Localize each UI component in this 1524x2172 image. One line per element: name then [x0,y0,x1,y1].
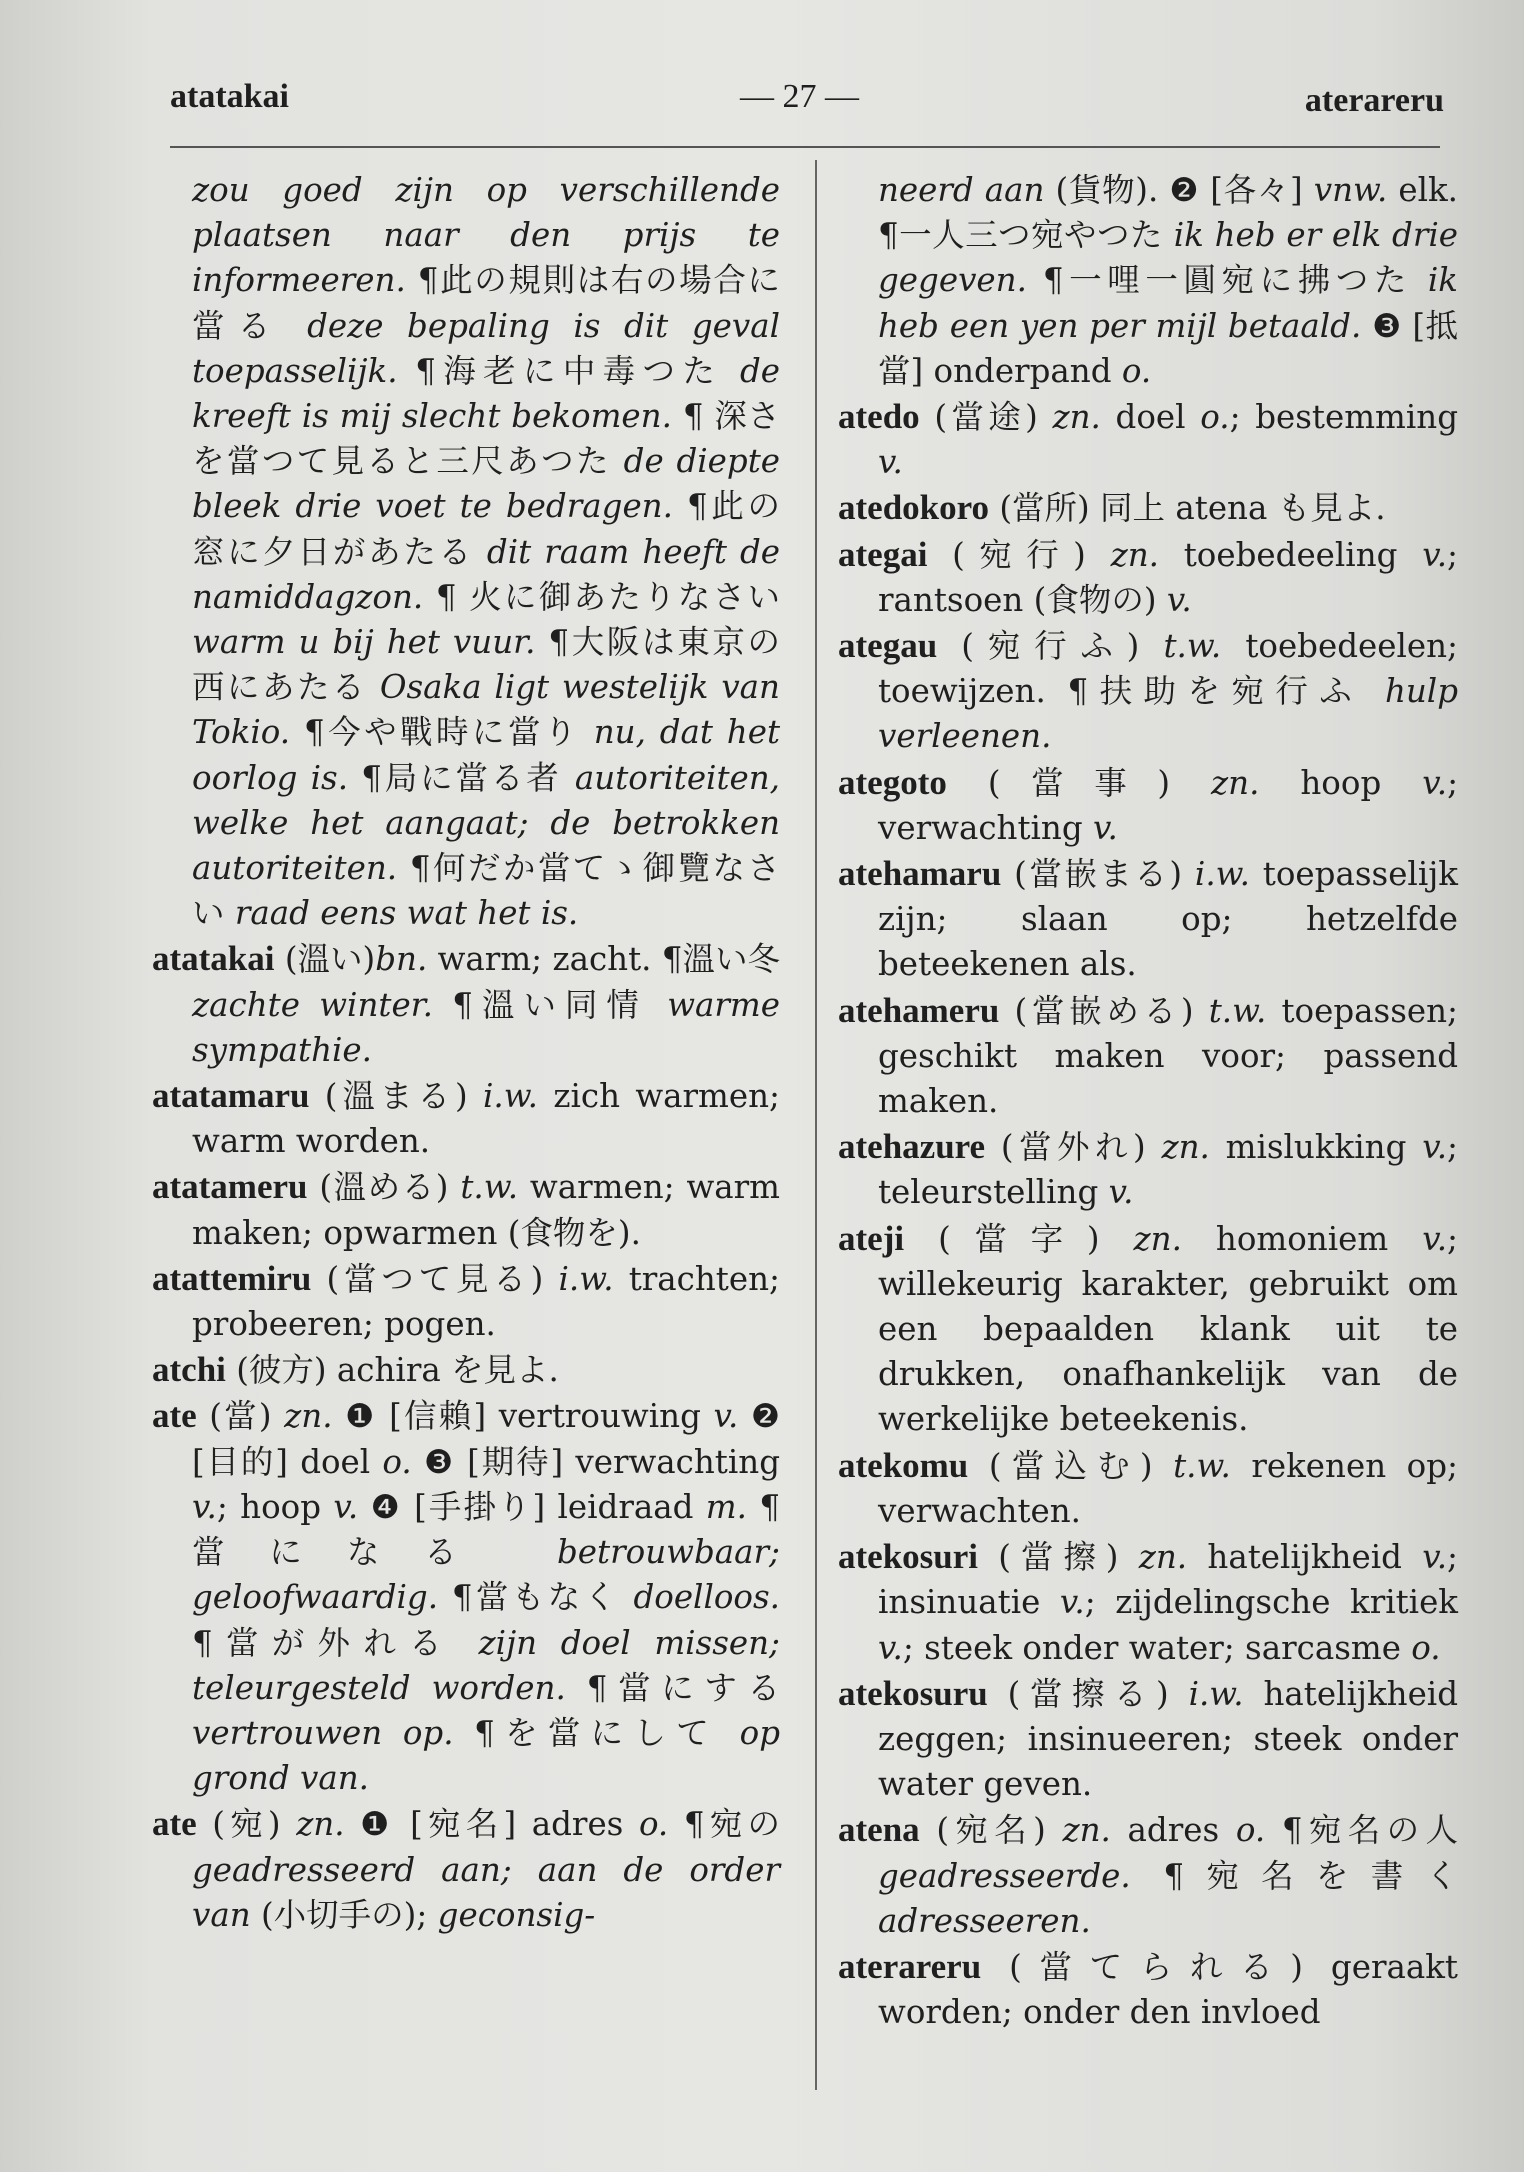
definition-italic: de diepte bleek drie voet te bedragen. [192,442,780,526]
entry-text: ¶局に當る者 [348,758,575,797]
entry-text: (當) [196,1397,285,1436]
entry-text: homoniem [1181,1219,1423,1258]
definition-italic: zou goed zijn op verschillende plaatsen naar den prijs te informeeren. [192,171,780,300]
definition-italic: warm u bij het vuur. [192,623,536,662]
headword: atena [838,1810,920,1850]
entry-text: ¶當になる [192,1487,780,1572]
entry-text: (小切手の); [250,1895,438,1934]
entry-text: ¶此の窓に夕日があたる [192,487,780,571]
entry-text: (宛行) [927,535,1111,574]
entry-text: ; rantsoen (食物の) [878,535,1458,619]
entry-text: (當外れ) [985,1128,1162,1167]
header-rule [170,146,1440,148]
dictionary-entry [838,760,1458,851]
definition-italic: o. [638,1805,669,1844]
continued-entry [838,168,1458,394]
definition-italic: m. [705,1487,747,1526]
entry-text: doel [1100,398,1201,437]
headword: ate [152,1396,197,1436]
definition-italic: zn. [1211,763,1260,802]
dictionary-entry [838,1534,1458,1671]
headword: ategai [838,534,928,574]
dictionary-entry [152,936,780,1073]
entry-text: (當つて見る) [311,1259,559,1298]
entry-text: (溫まる) [309,1077,483,1116]
entry-text: hoop [1259,763,1423,802]
dictionary-entry [838,1216,1458,1443]
entry-text: ❸ [抵當] onderpand [878,306,1458,390]
entry-text: mislukking [1209,1128,1423,1167]
entry-text: zich warmen; warm worden. [192,1077,780,1161]
dictionary-entry [838,623,1458,760]
headword: ategau [838,626,938,666]
definition-italic: zn. [1052,398,1101,437]
entry-text: ❷ [目的] doel [192,1397,780,1481]
definition-italic: i.w. [482,1077,539,1116]
definition-italic: ik heb er elk drie gegeven. [878,216,1458,300]
dictionary-entry [838,988,1458,1125]
entry-text: ¶當が外れる [192,1623,479,1662]
left-column [152,168,780,1938]
dictionary-entry [838,851,1458,988]
entry-text: (當嵌める) [999,991,1209,1030]
headword: atchi [152,1350,226,1390]
headword: ateji [838,1218,905,1258]
definition-italic: deze bepaling is dit geval toepasselijk. [192,306,780,390]
headword: atedokoro [838,488,990,528]
entry-text: ¶ 深さを當つて見ると三尺あつた [192,397,780,481]
definition-italic: zn. [1133,1219,1182,1258]
definition-italic: v. [1422,1128,1448,1167]
entry-text: ❶ [宛名] adres [344,1805,639,1844]
definition-italic: o. [1200,398,1230,437]
definition-italic: de kreeft is mij slecht bekomen. [192,351,780,436]
dictionary-entry [152,1256,780,1347]
entry-text: ¶海老に中毒つた [397,351,740,390]
headword: atekomu [838,1445,969,1485]
definition-italic: autoriteiten, welke het aangaat; de betrokken autoriteiten. [192,758,780,888]
entry-text: ¶何だか當てゝ御覽なさい [192,849,780,933]
definition-italic: betrouwbaar; geloofwaardig. [192,1533,780,1617]
dictionary-entry [152,1393,780,1801]
definition-italic: bn. [375,940,428,979]
definition-italic: op grond van. [192,1713,780,1798]
continued-entry [152,168,780,936]
entry-text: ¶此の規則は右の場合に當る [192,261,780,345]
definition-italic: t.w. [1163,627,1222,666]
dictionary-entry [838,532,1458,623]
definition-italic: ik heb een yen per mijl betaald. [878,261,1458,345]
dictionary-entry [152,1347,780,1393]
entry-text: elk. ¶一人三つ宛やつた [878,171,1458,255]
definition-italic: v. [878,443,903,482]
entry-text: (當嵌まる) [1001,855,1195,894]
entry-text: ¶當もなく [438,1578,634,1617]
entry-text: (彼方) achira を見よ. [225,1351,559,1390]
entry-text: warmen; warm maken; opwarmen (食物を). [192,1168,781,1252]
headword: atatameru [152,1167,308,1207]
definition-italic: v. [713,1397,739,1436]
headword: ategoto [838,762,947,802]
definition-italic: v. [1422,1219,1448,1258]
definition-italic: v. [1422,1538,1448,1577]
entry-text: (當擦る) [987,1674,1189,1713]
entry-text: ; verwachting [878,763,1459,847]
definition-italic: geadresseerde. [878,1856,1131,1895]
column-divider [815,160,817,2090]
entry-text: trachten; probeeren; pogen. [192,1259,780,1344]
entry-text: toepassen; geschikt maken voor; passend maken. [878,991,1458,1121]
definition-italic: raad eens wat het is. [234,894,579,933]
definition-italic: v. [1422,535,1448,574]
definition-italic: neerd aan [878,171,1045,209]
entry-text: (當所) 同上 atena も見よ. [989,489,1386,528]
definition-italic: geadresseerd aan; aan de order van [192,1850,780,1934]
definition-italic: t.w. [460,1168,519,1207]
definition-italic: zachte winter. [192,985,433,1024]
definition-italic: o. [1121,351,1152,390]
entry-text: (貨物). ❷ [各々] [1044,171,1314,209]
definition-italic: warme sympathie. [192,985,780,1069]
entry-text: (當擦) [978,1538,1139,1577]
page-number: — 27 — [740,78,859,115]
dictionary-entry [838,485,1458,531]
headword: atekosuri [838,1537,978,1577]
entry-text: ; insinuatie [878,1538,1458,1622]
entry-text: ¶を當にして [453,1713,740,1752]
entry-text: toebedeeling [1158,535,1423,574]
definition-italic: v. [1166,580,1192,619]
headword: atedo [838,397,920,437]
headword: atehazure [838,1127,986,1167]
definition-italic: t.w. [1173,1446,1231,1485]
entry-text: (宛名) [919,1811,1063,1850]
definition-italic: zn. [1110,535,1159,574]
headword: atattemiru [152,1258,312,1298]
entry-text: ¶宛名を書く [1130,1856,1458,1895]
entry-text: toebedeelen; toewijzen. ¶扶助を宛行ふ [878,627,1458,711]
entry-text: toepasselijk zijn; slaan op; hetzelfde beteekenen als. [878,855,1458,984]
definition-italic: geconsig- [437,1895,596,1934]
entry-text: ❹ [手掛り] leidraad [358,1487,706,1526]
entry-text: warm; zacht. ¶溫い冬 [427,940,780,979]
definition-italic: zn. [1138,1538,1188,1577]
entry-text: ; teleurstelling [878,1128,1458,1212]
dictionary-entry [152,1073,780,1164]
definition-italic: zn. [296,1805,345,1844]
entry-text: ¶大阪は東京の西にあたる [192,623,780,707]
definition-italic: dit raam heeft de namiddagzon. [192,532,780,616]
entry-text: ; willekeurig karakter, gebruikt om een bepaalden klank uit te drukken, onafhankelijk van de werkelijke beteekenis. [878,1219,1458,1439]
definition-italic: o. [1235,1811,1266,1850]
entry-text: (溫める) [307,1168,461,1207]
header-right-guideword: aterareru [1304,82,1444,119]
entry-text: ¶宛名の人 [1265,1811,1458,1850]
header-left-guideword: atatakai [170,78,289,115]
definition-italic: i.w. [558,1259,614,1298]
definition-italic: v. [1059,1583,1085,1622]
entry-text: (當途) [919,398,1053,437]
entry-text: ¶當にする [565,1668,780,1707]
entry-text: hatelijkheid zeggen; insinueeren; steek onder water geven. [878,1674,1458,1804]
definition-italic: v. [1092,808,1118,847]
definition-italic: zn. [284,1397,333,1436]
definition-italic: vnw. [1313,171,1388,209]
dictionary-entry [838,1807,1458,1944]
definition-italic: adresseeren. [878,1901,1091,1940]
definition-italic: doelloos. [633,1578,780,1617]
definition-italic: i.w. [1194,855,1250,894]
entry-text: ¶宛の [668,1805,780,1844]
entry-text: ; bestemming [1229,398,1458,437]
entry-text: (宛) [196,1805,297,1844]
entry-text: (宛行ふ) [937,627,1164,666]
dictionary-entry [838,1124,1458,1215]
definition-italic: v. [1422,763,1448,802]
headword: ate [152,1804,197,1844]
entry-text: ; hoop [216,1487,334,1526]
definition-italic: vertrouwen op. [192,1713,454,1752]
entry-text: ❸ [期待] verwachting [411,1442,780,1481]
definition-italic: zijn doel missen; teleurgesteld worden. [192,1623,780,1707]
dictionary-entry [838,394,1458,485]
definition-italic: v. [1108,1173,1134,1212]
entry-text: ❶ [信賴] vertrouwing [332,1397,714,1436]
entry-text: (當込む) [968,1446,1174,1485]
definition-italic: v. [878,1628,903,1667]
entry-text: ¶一哩一圓宛に拂つた [1026,261,1428,300]
entry-text: (溫い) [274,940,376,979]
dictionary-entry [838,1443,1458,1534]
entry-text: rekenen op; verwachten. [878,1446,1458,1530]
entry-text: ¶今や戰時に當り [290,713,594,752]
dictionary-entry [152,1801,780,1938]
page-header [170,78,1444,128]
headword: atekosuru [838,1673,988,1713]
definition-italic: hulp verleenen. [878,672,1458,756]
dictionary-entry [152,1164,780,1255]
definition-italic: t.w. [1208,991,1267,1030]
definition-italic: o. [1411,1628,1441,1667]
entry-text: ; steek onder water; sarcasme [902,1628,1412,1667]
right-column [838,168,1458,2035]
entry-text: (當事) [946,763,1212,802]
dictionary-entry [838,1944,1458,2035]
entry-text: ¶ 火に御あたりなさい [423,577,780,616]
headword: atatamaru [152,1076,310,1116]
headword: atatakai [152,939,275,979]
definition-italic: Osaka ligt westelijk van Tokio. [192,668,780,752]
dictionary-entry [838,1671,1458,1808]
entry-text: (當字) [904,1219,1134,1258]
headword: atehamaru [838,854,1002,894]
entry-text: hatelijkheid [1187,1538,1423,1577]
definition-italic: zn. [1062,1811,1111,1850]
definition-italic: o. [382,1442,412,1481]
definition-italic: nu, dat het oorlog is. [192,713,781,797]
definition-italic: zn. [1161,1128,1210,1167]
headword: aterareru [838,1946,982,1986]
entry-text: ; zijdelingsche kritiek [1084,1583,1459,1622]
definition-italic: v. [333,1487,359,1526]
headword: atehameru [838,990,1000,1030]
entry-text: ¶溫い同情 [432,985,668,1024]
entry-text: (當てられる) geraakt worden; onder den invloed [878,1947,1458,2032]
definition-italic: i.w. [1188,1674,1244,1713]
definition-italic: v. [192,1487,217,1526]
entry-text: adres [1110,1811,1236,1850]
